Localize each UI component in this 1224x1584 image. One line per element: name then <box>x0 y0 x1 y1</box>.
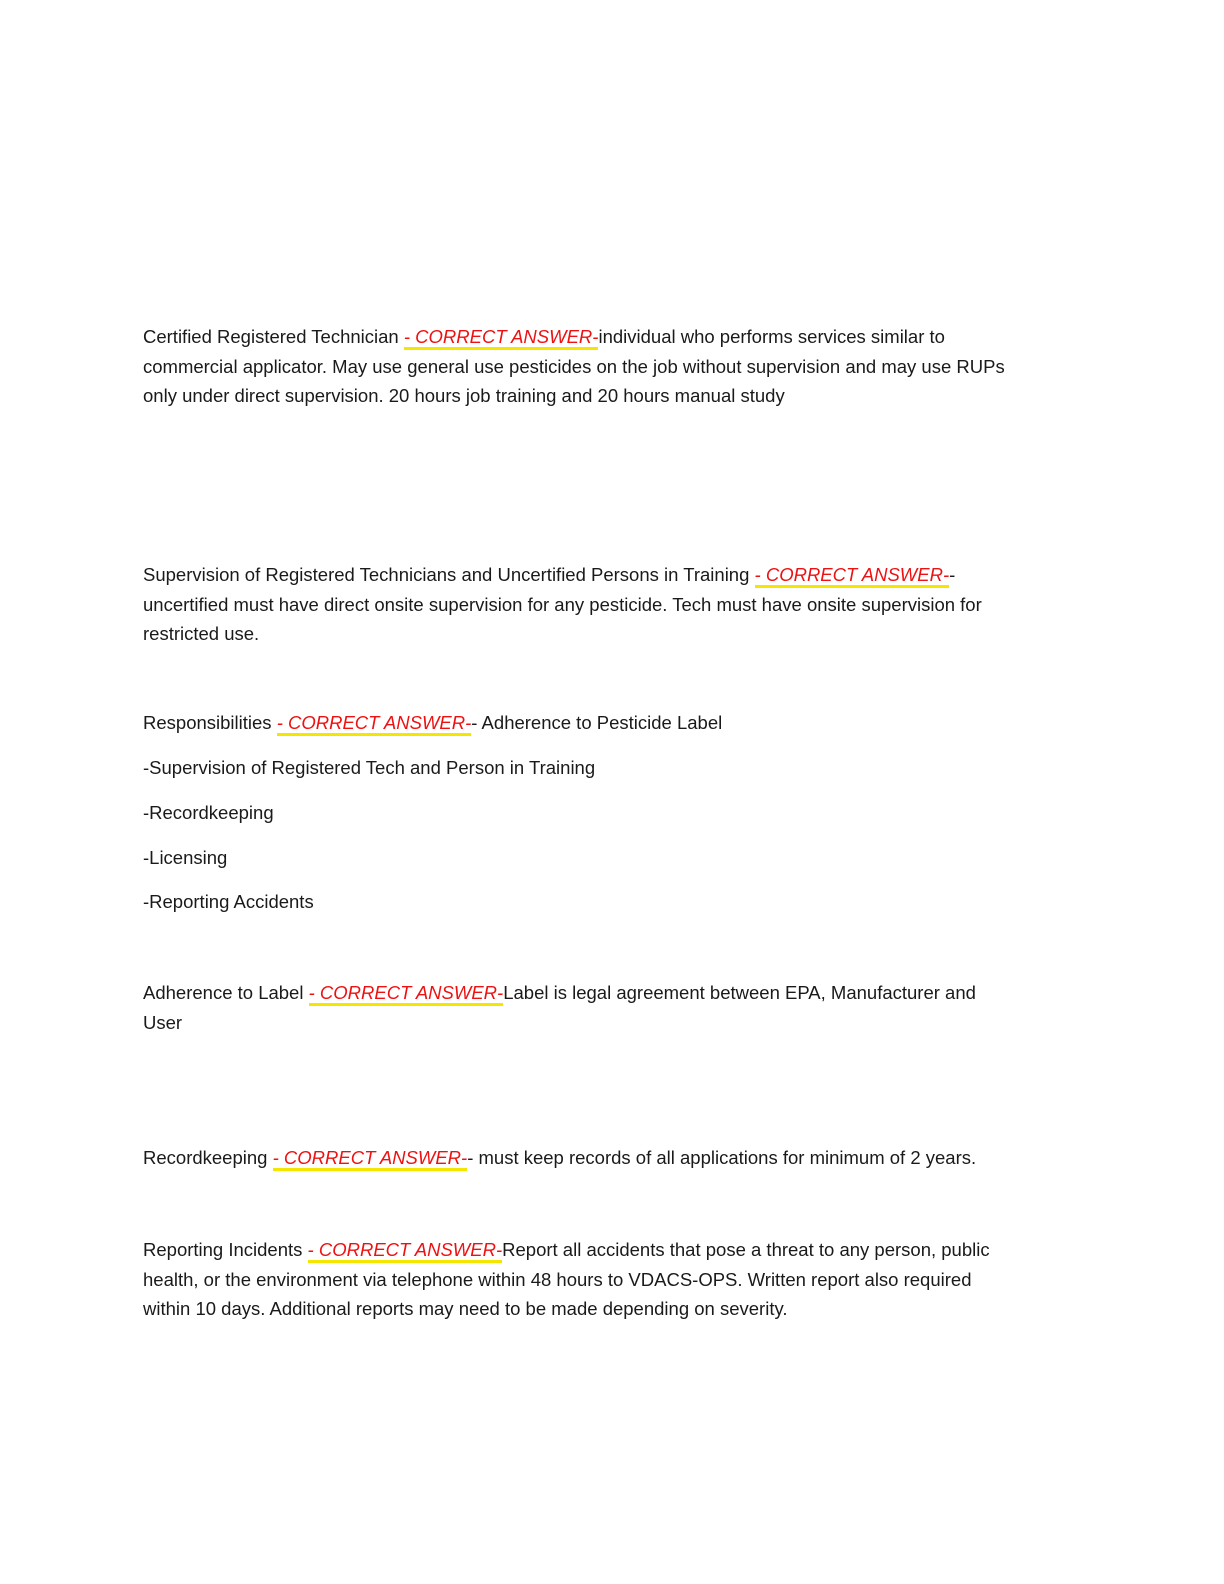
entry-answer-line: within 10 days. Additional reports may need to be made depending on severity. <box>143 1298 788 1319</box>
entry-first-line <box>143 1235 1083 1265</box>
list-item: -Recordkeeping <box>143 802 274 823</box>
entry-answer-text: - <box>949 564 956 585</box>
entry-answer-text: - must keep records of all applications for minimum of 2 years. <box>467 1147 977 1168</box>
entry-answer-text: individual who performs services similar to <box>598 326 945 347</box>
correct-answer-marker: - CORRECT ANSWER- <box>308 1239 503 1263</box>
correct-answer-marker: - CORRECT ANSWER- <box>277 712 472 736</box>
list-item: -Reporting Accidents <box>143 891 314 912</box>
entry-answer-line: only under direct supervision. 20 hours job training and 20 hours manual study <box>143 385 785 406</box>
entry-first-line <box>143 1143 1083 1173</box>
qa-entry <box>143 1143 1083 1173</box>
qa-entry <box>143 708 1083 738</box>
entry-answer-line: User <box>143 1011 183 1033</box>
correct-answer-marker: - CORRECT ANSWER- <box>309 982 504 1006</box>
list-item: -Licensing <box>143 847 228 868</box>
entry-term: Reporting Incidents <box>143 1239 308 1260</box>
entry-first-line <box>143 978 1083 1008</box>
entry-term: Certified Registered Technician <box>143 326 404 347</box>
entry-first-line <box>143 560 1083 590</box>
entry-answer-line: commercial applicator. May use general use pesticides on the job without supervision and may use RUPs <box>143 355 1005 377</box>
correct-answer-marker: - CORRECT ANSWER- <box>404 326 599 350</box>
correct-answer-marker: - CORRECT ANSWER- <box>755 564 950 588</box>
qa-entry <box>143 560 1083 649</box>
entry-term: Adherence to Label <box>143 982 309 1003</box>
entry-answer-text: - Adherence to Pesticide Label <box>471 712 723 733</box>
entry-answer-line: health, or the environment via telephone within 48 hours to VDACS-OPS. Written report also required <box>143 1268 972 1290</box>
list-item: -Supervision of Registered Tech and Person in Training <box>143 757 596 778</box>
entry-answer-line: restricted use. <box>143 623 260 644</box>
entry-answer-line: uncertified must have direct onsite supervision for any pesticide. Tech must have onsite supervision for <box>143 593 982 615</box>
entry-answer-text: Report all accidents that pose a threat to any person, public <box>502 1239 990 1260</box>
entry-term: Recordkeeping <box>143 1147 273 1168</box>
qa-entry <box>143 1235 1083 1324</box>
entry-term: Supervision of Registered Technicians and Uncertified Persons in Training <box>143 564 755 585</box>
entry-first-line <box>143 708 1083 738</box>
qa-entry <box>143 322 1083 411</box>
entry-first-line <box>143 322 1083 352</box>
qa-entry <box>143 978 1083 1037</box>
correct-answer-marker: - CORRECT ANSWER- <box>273 1147 468 1171</box>
entry-term: Responsibilities <box>143 712 277 733</box>
entry-answer-text: Label is legal agreement between EPA, Manufacturer and <box>503 982 976 1003</box>
